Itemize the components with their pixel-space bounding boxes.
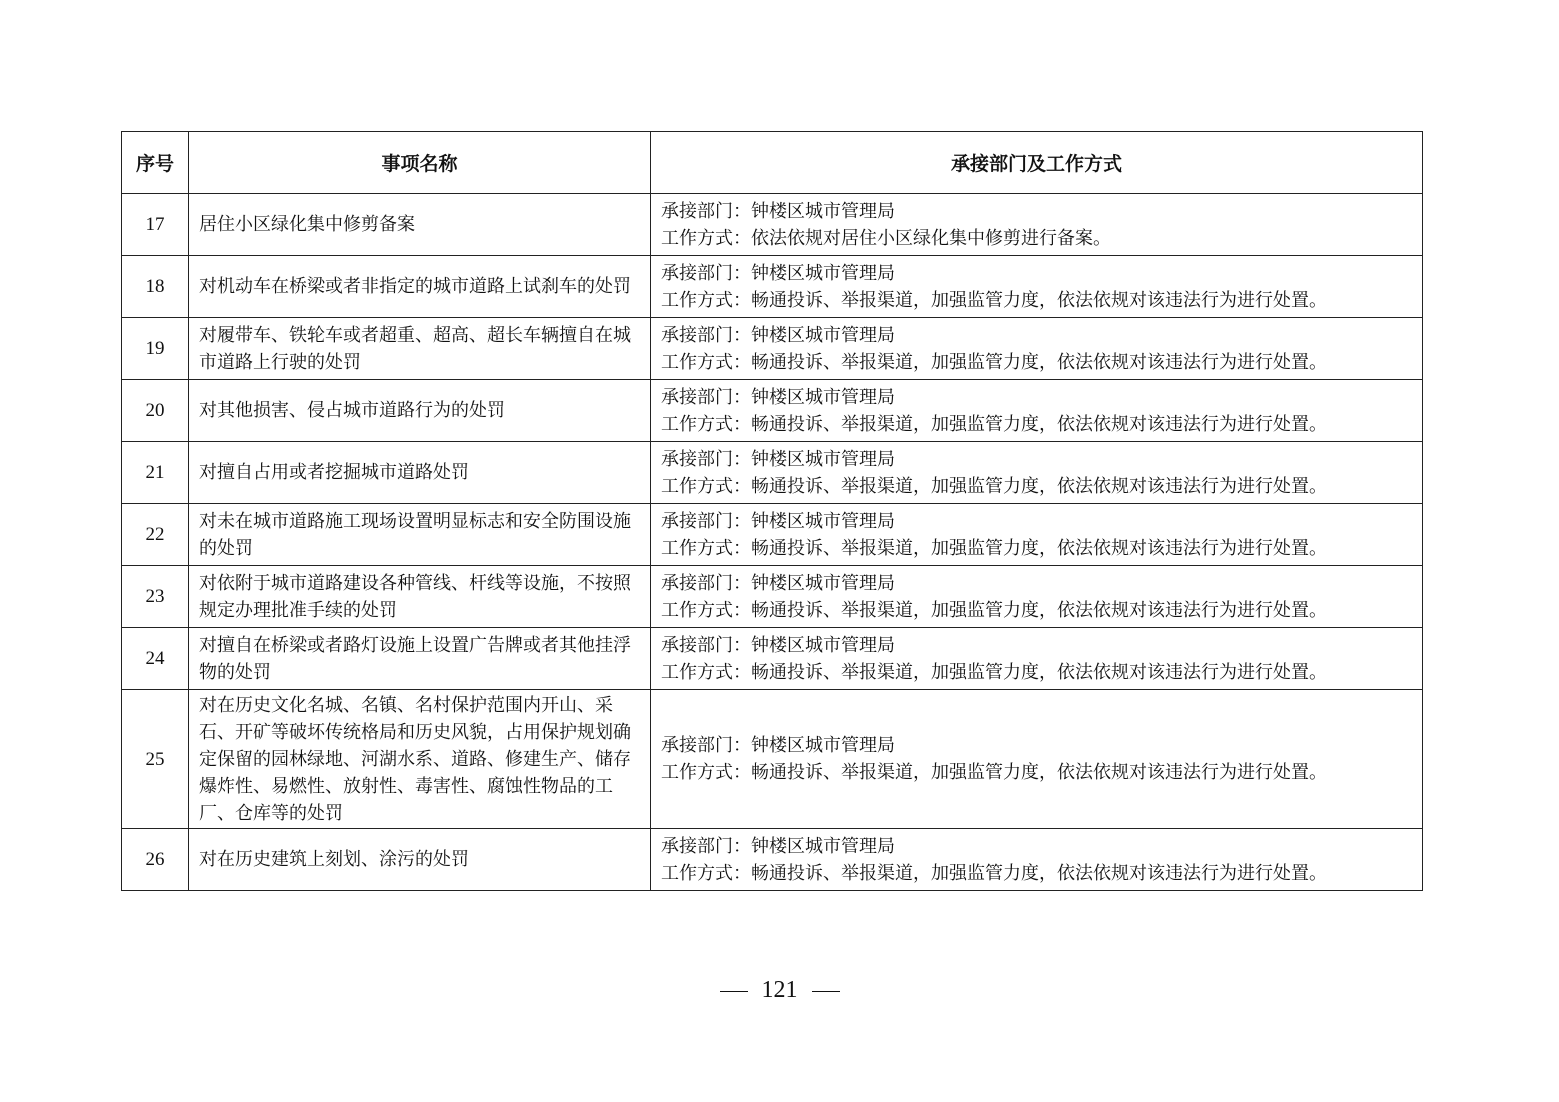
table-row [122,829,1423,891]
row-number: 24 [122,628,189,690]
row-method: 工作方式：畅通投诉、举报渠道，加强监管力度，依法依规对该违法行为进行处置。 [661,862,1327,884]
table-row [122,690,1423,829]
row-item-name: 对擅自占用或者挖掘城市道路处罚 [189,442,651,504]
row-department: 承接部门：钟楼区城市管理局 [661,386,895,408]
row-department-method [651,318,1423,380]
row-method: 工作方式：依法依规对居住小区绿化集中修剪进行备案。 [661,227,1111,249]
row-number: 26 [122,829,189,891]
row-method: 工作方式：畅通投诉、举报渠道，加强监管力度，依法依规对该违法行为进行处置。 [661,599,1327,621]
row-number: 17 [122,194,189,256]
table-row [122,504,1423,566]
row-number: 20 [122,380,189,442]
row-department-method [651,256,1423,318]
row-department: 承接部门：钟楼区城市管理局 [661,200,895,222]
row-method: 工作方式：畅通投诉、举报渠道，加强监管力度，依法依规对该违法行为进行处置。 [661,537,1327,559]
row-item-name: 对未在城市道路施工现场设置明显标志和安全防围设施的处罚 [189,504,651,566]
row-department-method [651,442,1423,504]
row-number: 19 [122,318,189,380]
row-department-method [651,628,1423,690]
table-row [122,194,1423,256]
row-department: 承接部门：钟楼区城市管理局 [661,572,895,594]
header-department-method: 承接部门及工作方式 [651,132,1423,194]
row-number: 22 [122,504,189,566]
row-department: 承接部门：钟楼区城市管理局 [661,835,895,857]
page-number-dash-left [720,991,748,993]
row-number: 21 [122,442,189,504]
header-item-name: 事项名称 [189,132,651,194]
row-method: 工作方式：畅通投诉、举报渠道，加强监管力度，依法依规对该违法行为进行处置。 [661,762,1327,783]
row-item-name: 对履带车、铁轮车或者超重、超高、超长车辆擅自在城市道路上行驶的处罚 [189,318,651,380]
table-row [122,380,1423,442]
row-department-method [651,566,1423,628]
table-header-row [122,132,1423,194]
page-number: 121 [761,977,798,1003]
matters-table [121,131,1423,891]
row-department-method [651,690,1423,829]
page-footer [0,977,1559,1004]
row-method: 工作方式：畅通投诉、举报渠道，加强监管力度，依法依规对该违法行为进行处置。 [661,351,1327,373]
row-item-name: 对擅自在桥梁或者路灯设施上设置广告牌或者其他挂浮物的处罚 [189,628,651,690]
table-row [122,318,1423,380]
row-item-name: 对在历史建筑上刻划、涂污的处罚 [189,829,651,891]
row-department: 承接部门：钟楼区城市管理局 [661,324,895,346]
row-item-name: 对依附于城市道路建设各种管线、杆线等设施，不按照规定办理批准手续的处罚 [189,566,651,628]
table-row [122,566,1423,628]
row-item-name: 对在历史文化名城、名镇、名村保护范围内开山、采石、开矿等破坏传统格局和历史风貌，占用保护规划确定保留的园林绿地、河湖水系、道路、修建生产、储存爆炸性、易燃性、放射性、毒害性、腐蚀性物品的工厂、仓库等的处罚 [189,690,651,829]
page-number-dash-right [812,991,840,993]
row-number: 23 [122,566,189,628]
table-row [122,256,1423,318]
row-method: 工作方式：畅通投诉、举报渠道，加强监管力度，依法依规对该违法行为进行处置。 [661,413,1327,435]
row-item-name: 对其他损害、侵占城市道路行为的处罚 [189,380,651,442]
row-method: 工作方式：畅通投诉、举报渠道，加强监管力度，依法依规对该违法行为进行处置。 [661,289,1327,311]
row-department: 承接部门：钟楼区城市管理局 [661,448,895,470]
row-department: 承接部门：钟楼区城市管理局 [661,510,895,532]
row-method: 工作方式：畅通投诉、举报渠道，加强监管力度，依法依规对该违法行为进行处置。 [661,475,1327,497]
row-department: 承接部门：钟楼区城市管理局 [661,735,895,756]
row-item-name: 对机动车在桥梁或者非指定的城市道路上试刹车的处罚 [189,256,651,318]
table-row [122,442,1423,504]
row-number: 25 [122,690,189,829]
row-department: 承接部门：钟楼区城市管理局 [661,634,895,656]
row-department-method [651,504,1423,566]
header-serial-number: 序号 [122,132,189,194]
row-method: 工作方式：畅通投诉、举报渠道，加强监管力度，依法依规对该违法行为进行处置。 [661,661,1327,683]
row-department: 承接部门：钟楼区城市管理局 [661,262,895,284]
row-item-name: 居住小区绿化集中修剪备案 [189,194,651,256]
table-row [122,628,1423,690]
row-department-method [651,829,1423,891]
row-department-method [651,380,1423,442]
row-number: 18 [122,256,189,318]
row-department-method [651,194,1423,256]
